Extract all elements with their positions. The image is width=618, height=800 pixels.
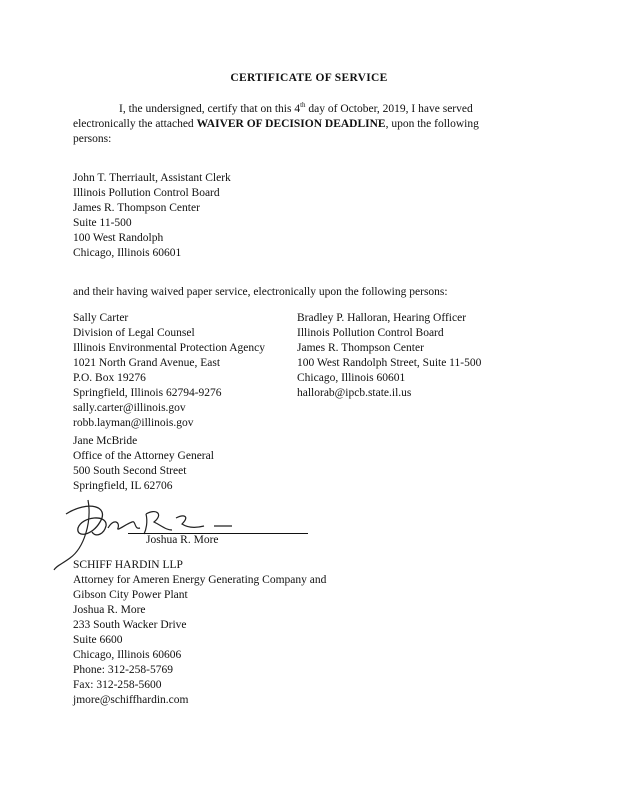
recipient-third-address	[73, 434, 214, 494]
address-line: 500 South Second Street	[73, 465, 187, 477]
email-line: jmore@schiffhardin.com	[73, 694, 189, 706]
email-line: hallorab@ipcb.state.il.us	[297, 387, 412, 399]
address-line: Illinois Pollution Control Board	[297, 327, 444, 339]
certification-paragraph	[73, 102, 513, 147]
recipient-right-address	[297, 311, 481, 401]
recipient-left-address	[73, 311, 265, 431]
firm-name: SCHIFF HARDIN LLP	[73, 559, 183, 571]
firm-signature-block	[73, 558, 326, 708]
address-line: Chicago, Illinois 60601	[297, 372, 406, 384]
intro-before-day: I, the undersigned, certify that on this 4	[119, 103, 301, 115]
address-line: Sally Carter	[73, 312, 129, 324]
fax-line: Fax: 312-258-5600	[73, 679, 162, 691]
waived-service-text: and their having waived paper service, electronically upon the following persons:	[73, 286, 448, 298]
address-line: Chicago, Illinois 60601	[73, 247, 182, 259]
address-line: John T. Therriault, Assistant Clerk	[73, 172, 231, 184]
address-line: Bradley P. Halloran, Hearing Officer	[297, 312, 467, 324]
signer-name: Joshua R. More	[146, 534, 219, 546]
address-line: Joshua R. More	[73, 604, 146, 616]
address-line: Chicago, Illinois 60606	[73, 649, 182, 661]
phone-line: Phone: 312-258-5769	[73, 664, 173, 676]
day-suffix: th	[300, 101, 306, 110]
address-line: James R. Thompson Center	[73, 202, 200, 214]
address-line: Division of Legal Counsel	[73, 327, 195, 339]
primary-recipient-address	[73, 171, 231, 261]
address-line: Gibson City Power Plant	[73, 589, 188, 601]
address-line: Illinois Environmental Protection Agency	[73, 342, 265, 354]
email-line: robb.layman@illinois.gov	[73, 417, 194, 429]
address-line: James R. Thompson Center	[297, 342, 424, 354]
address-line: Springfield, IL 62706	[73, 480, 173, 492]
address-line: 100 West Randolph	[73, 232, 164, 244]
address-line: Attorney for Ameren Energy Generating Company and	[73, 574, 327, 586]
document-name: WAIVER OF DECISION DEADLINE	[196, 118, 386, 130]
email-line: sally.carter@illinois.gov	[73, 402, 186, 414]
intro-after-day: day of October, 2019, I have served electronically the attached	[73, 103, 473, 130]
address-line: 233 South Wacker Drive	[73, 619, 187, 631]
address-line: Office of the Attorney General	[73, 450, 214, 462]
address-line: Springfield, Illinois 62794-9276	[73, 387, 222, 399]
address-line: 1021 North Grand Avenue, East	[73, 357, 221, 369]
address-line: P.O. Box 19276	[73, 372, 146, 384]
address-line: Illinois Pollution Control Board	[73, 187, 220, 199]
document-title: CERTIFICATE OF SERVICE	[230, 72, 388, 84]
intro-after-name: , upon the following persons:	[73, 118, 479, 145]
address-line: 100 West Randolph Street, Suite 11-500	[297, 357, 482, 369]
address-line: Suite 11-500	[73, 217, 132, 229]
address-line: Jane McBride	[73, 435, 138, 447]
address-line: Suite 6600	[73, 634, 123, 646]
